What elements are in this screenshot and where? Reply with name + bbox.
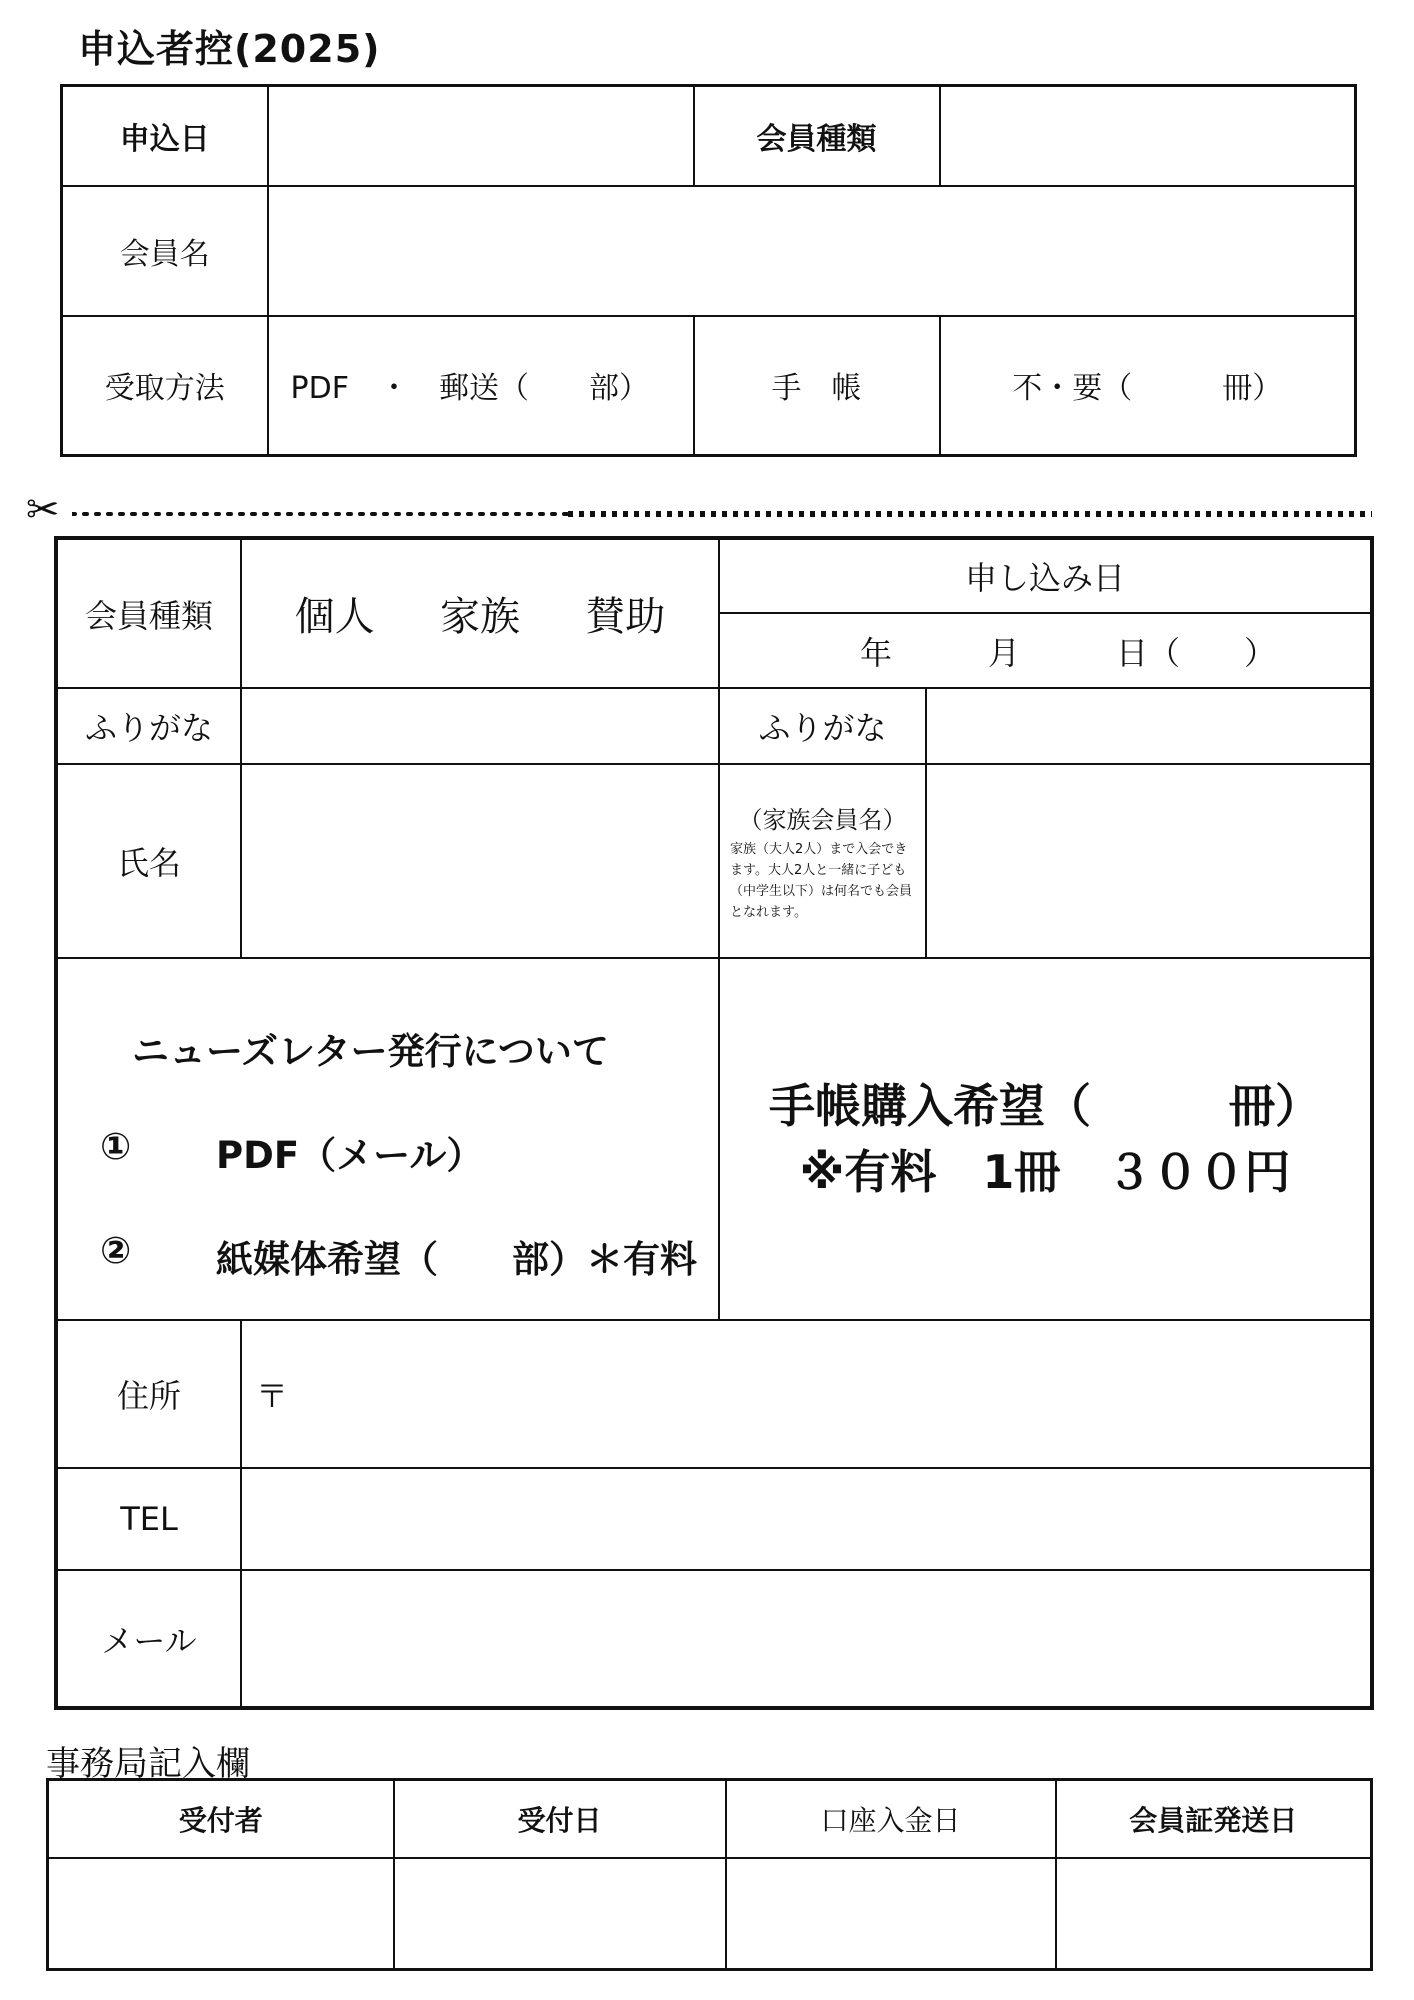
deposit-date-header: 口座入金日 [726, 1780, 1056, 1858]
newsletter-title: ニューズレター発行について [132, 1030, 609, 1073]
tel-field[interactable] [241, 1468, 1372, 1570]
member-type-field[interactable] [940, 86, 1356, 186]
member-type-options[interactable] [241, 538, 719, 688]
reception-date-field[interactable] [394, 1858, 726, 1970]
card-sent-date-header: 会員証発送日 [1056, 1780, 1372, 1858]
member-type-family[interactable]: 家族 [439, 594, 520, 640]
family-member-field[interactable] [926, 764, 1372, 958]
reception-date-header: 受付日 [394, 1780, 726, 1858]
email-field[interactable] [241, 1570, 1372, 1708]
application-date-field[interactable] [268, 86, 694, 186]
newsletter-section [56, 958, 719, 1320]
member-type-label: 会員種類 [56, 538, 241, 688]
furigana-label-family: ふりがな [719, 688, 926, 764]
office-use-title: 事務局記入欄 [46, 1744, 250, 1784]
tel-label: TEL [56, 1468, 241, 1570]
notebook-price: ※有料 1冊 ３００円 [799, 1145, 1291, 1199]
member-type-individual[interactable]: 個人 [294, 594, 375, 640]
notebook-purchase[interactable]: 手帳購入希望（ 冊） [769, 1079, 1321, 1133]
member-name-field[interactable] [268, 186, 1356, 316]
application-date-label: 申込日 [62, 86, 268, 186]
furigana-label: ふりがな [56, 688, 241, 764]
applicant-copy-table [60, 84, 1357, 457]
receive-method-options[interactable]: PDF ・ 郵送（ 部） [268, 316, 694, 456]
office-use-table [46, 1778, 1373, 1971]
family-member-label: （家族会員名） [738, 805, 907, 834]
dotted-cut-line [72, 494, 1376, 534]
notebook-label: 手 帳 [694, 316, 940, 456]
receptionist-field[interactable] [48, 1858, 394, 1970]
notebook-options[interactable]: 不・要（ 冊） [940, 316, 1356, 456]
cut-line [26, 487, 1376, 534]
newsletter-option-paper[interactable]: 紙媒体希望（ 部）＊有料 [216, 1238, 697, 1281]
date-fields[interactable]: 年 月 日（ ） [719, 613, 1372, 688]
newsletter-option-pdf[interactable]: PDF（メール） [216, 1134, 484, 1177]
receive-method-label: 受取方法 [62, 316, 268, 456]
family-member-note: 家族（大人2人）まで入会できます。大人2人と一緒に子ども（中学生以下）は何名でも会員となれます。 [730, 841, 913, 920]
member-type-supporting[interactable]: 賛助 [585, 594, 666, 640]
scissors-icon: ✂ [26, 487, 60, 533]
receptionist-header: 受付者 [48, 1780, 394, 1858]
applicant-copy-title: 申込者控(2025) [78, 27, 381, 71]
card-sent-date-field[interactable] [1056, 1858, 1372, 1970]
newsletter-option2-number: ② [100, 1229, 132, 1272]
family-member-label-cell [719, 764, 926, 958]
notebook-purchase-section [719, 958, 1372, 1320]
postal-mark: 〒 [256, 1377, 289, 1415]
membership-application-form [54, 536, 1374, 1710]
furigana-field[interactable] [241, 688, 719, 764]
furigana-family-field[interactable] [926, 688, 1372, 764]
member-name-label: 会員名 [62, 186, 268, 316]
address-label: 住所 [56, 1320, 241, 1468]
deposit-date-field[interactable] [726, 1858, 1056, 1970]
address-field[interactable] [241, 1320, 1372, 1468]
member-type-label: 会員種類 [694, 86, 940, 186]
email-label: メール [56, 1570, 241, 1708]
newsletter-option1-number: ① [100, 1125, 132, 1168]
application-date-header: 申し込み日 [719, 538, 1372, 613]
name-label: 氏名 [56, 764, 241, 958]
name-field[interactable] [241, 764, 719, 958]
